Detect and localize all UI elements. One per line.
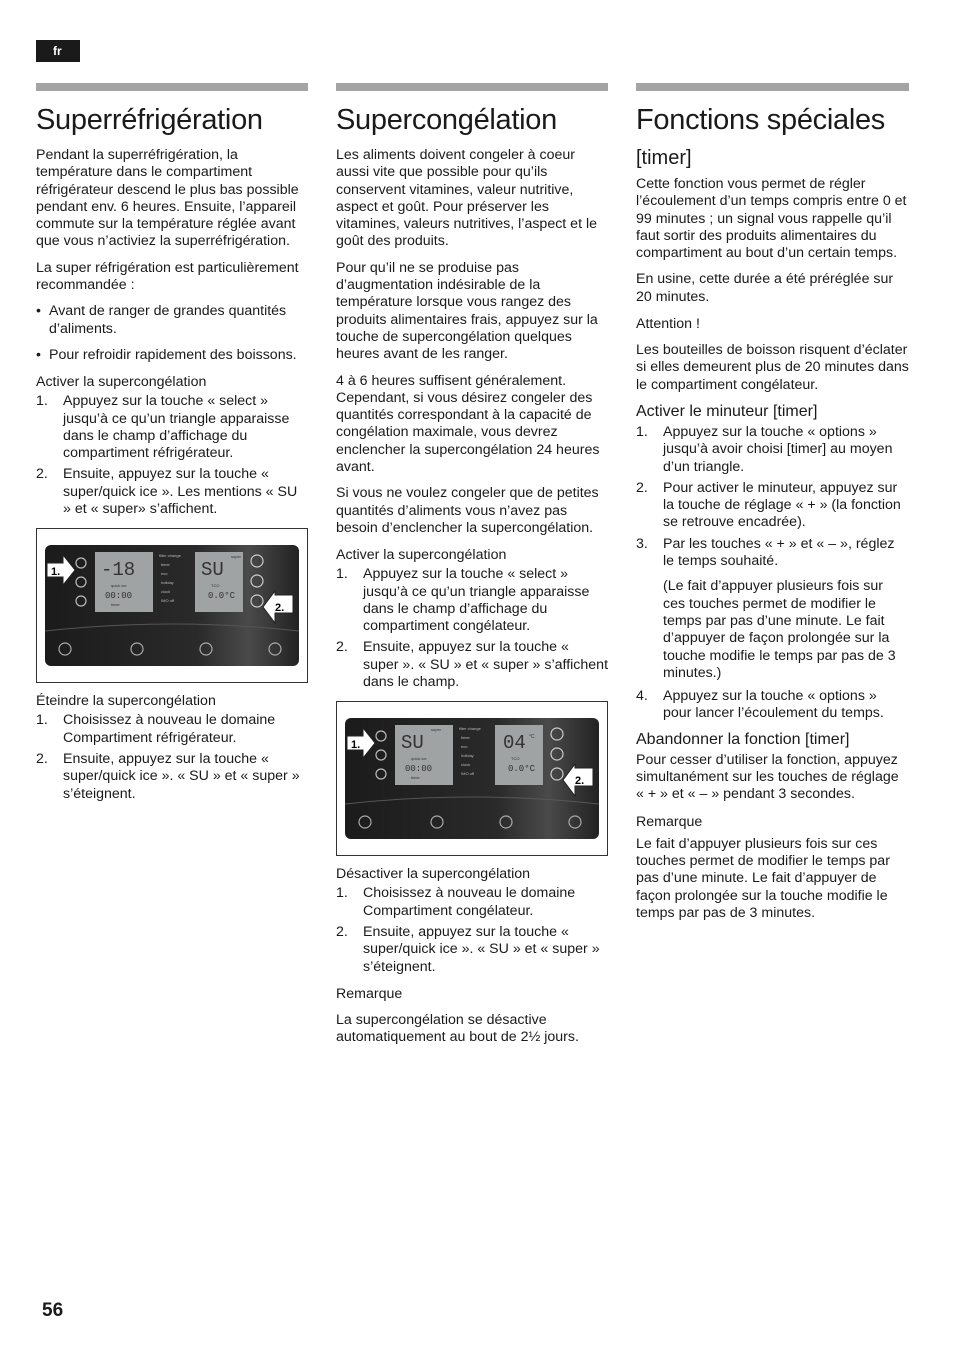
subheading: Désactiver la supercongélation bbox=[336, 866, 531, 883]
svg-text:1.: 1. bbox=[51, 566, 61, 579]
svg-text:eco: eco bbox=[461, 744, 468, 750]
subheading: Éteindre la supercongélation bbox=[36, 693, 216, 710]
bullet-list bbox=[36, 303, 308, 364]
bullet-marker: • bbox=[36, 346, 41, 363]
svg-text:clock: clock bbox=[461, 762, 471, 768]
page-number: 56 bbox=[42, 1300, 64, 1321]
list-item: 3. Par les touches « + » et « – », réglez le temps souhaité. bbox=[636, 535, 895, 570]
column-superrefrigeration bbox=[36, 83, 308, 811]
svg-text:IMO off: IMO off bbox=[461, 771, 475, 777]
paragraph: 4 à 6 heures suffisent généralement. Cependant, si vous désirez congeler des quantités correspondant à la capacité de congélation maximale, vous devrez enclencher la supercongélation 24 heures avant. bbox=[336, 372, 600, 476]
svg-text:IMO off: IMO off bbox=[161, 598, 175, 604]
numbered-list bbox=[636, 424, 909, 570]
paragraph: Les aliments doivent congeler à coeur aussi vite que possible pour qu’ils conservent vitamines, valeur nutritive, aspect et goût. Pour préserver les vitamines, valeurs nutritives, l’aspect et le goût des produits. bbox=[336, 147, 598, 250]
svg-text:eco: eco bbox=[161, 571, 168, 577]
svg-text:clock: clock bbox=[161, 589, 171, 595]
list-item: 2. Ensuite, appuyez sur la touche « super/quick ice ». « SU » et « super » s’éteignent. bbox=[336, 923, 600, 975]
svg-text:holiday: holiday bbox=[461, 753, 474, 759]
paragraph: La supercongélation se désactive automatiquement au bout de 2½ jours. bbox=[336, 1011, 579, 1046]
list-item: • Avant de ranger de grandes quantités d’aliments. bbox=[36, 303, 287, 337]
svg-text:TCO: TCO bbox=[511, 756, 520, 762]
svg-text:00:00: 00:00 bbox=[105, 591, 133, 602]
svg-text:-18: -18 bbox=[101, 559, 136, 582]
svg-text:timer: timer bbox=[411, 775, 420, 781]
paragraph: En usine, cette durée a été préréglée sur 20 minutes. bbox=[636, 271, 894, 305]
svg-text:quick ice: quick ice bbox=[111, 583, 127, 589]
numbered-list bbox=[336, 885, 608, 975]
timer-heading: [timer] bbox=[636, 147, 692, 169]
column-fonctions-speciales bbox=[636, 83, 909, 931]
subheading: Remarque bbox=[636, 813, 703, 830]
activate-timer-heading: Activer le minuteur [timer] bbox=[636, 402, 818, 420]
control-panel-image bbox=[45, 545, 299, 666]
svg-text:quick ice: quick ice bbox=[411, 756, 427, 762]
paragraph: La super réfrigération est particulièrement recommandée : bbox=[36, 259, 299, 294]
bullet-marker: • bbox=[36, 303, 41, 320]
paragraph: Si vous ne voulez congeler que de petites quantités d’aliments vous n’avez pas besoin d’enclencher la supercongélation. bbox=[336, 485, 599, 536]
section-title: Superréfrigération bbox=[36, 104, 263, 136]
svg-text:filter change: filter change bbox=[459, 726, 481, 732]
svg-text:2.: 2. bbox=[275, 602, 285, 615]
svg-text:00:00: 00:00 bbox=[405, 764, 433, 775]
svg-text:°C: °C bbox=[529, 734, 535, 741]
subheading: Attention ! bbox=[636, 316, 700, 333]
list-item: 1. Appuyez sur la touche « select » jusqu’à ce qu’un triangle apparaisse dans le champ d’affichage du compartiment congélateur. bbox=[336, 566, 590, 635]
svg-text:super: super bbox=[431, 727, 442, 733]
section-rule bbox=[36, 83, 308, 91]
subheading: Activer la supercongélation bbox=[336, 547, 507, 564]
section-rule bbox=[336, 83, 608, 91]
list-item: 2. Ensuite, appuyez sur la touche « super ». « SU » et « super » s’affichent dans le champ. bbox=[336, 639, 609, 691]
language-tab: fr bbox=[36, 40, 80, 62]
paragraph: Pour qu’il ne se produise pas d’augmentation indésirable de la température lorsque vous rangez des produits alimentaires frais, appuyez sur la touche de supercongélation quelques heures avant de les ranger. bbox=[336, 259, 598, 363]
list-item: 2. Pour activer le minuteur, appuyez sur la touche de réglage « + » (la fonction se retrouve encadrée). bbox=[636, 479, 901, 531]
svg-text:2.: 2. bbox=[575, 775, 585, 788]
svg-text:SU: SU bbox=[401, 732, 424, 755]
subheading: Remarque bbox=[336, 985, 403, 1002]
list-item: 2. Ensuite, appuyez sur la touche « super/quick ice ». « SU » et « super » s’éteignent. bbox=[36, 750, 300, 802]
svg-text:0.0°C: 0.0°C bbox=[208, 591, 236, 602]
svg-text:04: 04 bbox=[503, 732, 526, 755]
step-note: (Le fait d’appuyer plusieurs fois sur ces touches permet de modifier le temps par pas d’une minute. Le fait d’appuyer de façon prolongée sur la touche modifie le temps par pas de 3 minutes.) bbox=[663, 578, 896, 681]
control-panel-image bbox=[345, 718, 599, 839]
svg-text:timer: timer bbox=[161, 562, 170, 568]
svg-text:timer: timer bbox=[111, 602, 120, 608]
list-item: 1. Appuyez sur la touche « select » jusqu’à ce qu’un triangle apparaisse dans le champ d’affichage du compartiment réfrigérateur. bbox=[36, 393, 290, 462]
svg-text:0.0°C: 0.0°C bbox=[508, 764, 536, 775]
svg-text:holiday: holiday bbox=[161, 580, 174, 586]
svg-text:SU: SU bbox=[201, 559, 224, 582]
svg-text:filter change: filter change bbox=[159, 553, 181, 559]
paragraph: Le fait d’appuyer plusieurs fois sur ces touches permet de modifier le temps par pas d’une minute. Le fait d’appuyer de façon prolongée sur la touche modifie le temps par pas de 3 minutes. bbox=[636, 835, 890, 921]
list-item: 2. Ensuite, appuyez sur la touche « super/quick ice ». Les mentions « SU » et « super» s’affichent. bbox=[36, 466, 298, 518]
subheading: Activer la supercongélation bbox=[36, 374, 207, 391]
list-item: • Pour refroidir rapidement des boissons. bbox=[36, 346, 297, 363]
control-panel-figure bbox=[36, 528, 308, 683]
paragraph: Cette fonction vous permet de régler l’écoulement d’un temps compris entre 0 et 99 minutes ; un signal vous rappelle qu’il faut sortir des produits alimentaires du compartiment au bout d’un certain temps. bbox=[636, 176, 907, 262]
svg-text:super: super bbox=[231, 554, 242, 560]
column-supercongelation bbox=[336, 83, 608, 1055]
abort-timer-heading: Abandonner la fonction [timer] bbox=[636, 730, 850, 748]
section-rule bbox=[636, 83, 909, 91]
numbered-list bbox=[36, 393, 308, 518]
numbered-list bbox=[36, 712, 308, 802]
svg-text:TCO: TCO bbox=[211, 583, 220, 589]
section-title: Supercongélation bbox=[336, 104, 557, 136]
list-item: 1. Appuyez sur la touche « options » jusqu’à avoir choisi [timer] au moyen d’un triangle. bbox=[636, 423, 893, 475]
list-item: 1. Choisissez à nouveau le domaine Compartiment réfrigérateur. bbox=[36, 712, 276, 746]
paragraph: Pendant la superréfrigération, la température dans le compartiment réfrigérateur descend le plus bas possible pendant env. 6 heures. Ensuite, l’appareil commute sur la température réglée avant que vous n’activiez la superréfrigération. bbox=[36, 147, 299, 250]
numbered-list bbox=[636, 688, 909, 723]
list-item: 1. Choisissez à nouveau le domaine Compartiment congélateur. bbox=[336, 885, 576, 919]
section-title: Fonctions spéciales bbox=[636, 104, 885, 136]
control-panel-figure bbox=[336, 701, 608, 856]
paragraph: Pour cesser d’utiliser la fonction, appuyez simultanément sur les touches de réglage « + » et « – » pendant 3 secondes. bbox=[636, 751, 899, 803]
svg-text:timer: timer bbox=[461, 735, 470, 741]
numbered-list bbox=[336, 566, 608, 691]
paragraph: Les bouteilles de boisson risquent d’éclater si elles demeurent plus de 20 minutes dans le compartiment congélateur. bbox=[636, 342, 909, 393]
list-item: 4. Appuyez sur la touche « options » pour lancer l’écoulement du temps. bbox=[636, 688, 884, 722]
svg-text:1.: 1. bbox=[351, 739, 361, 752]
